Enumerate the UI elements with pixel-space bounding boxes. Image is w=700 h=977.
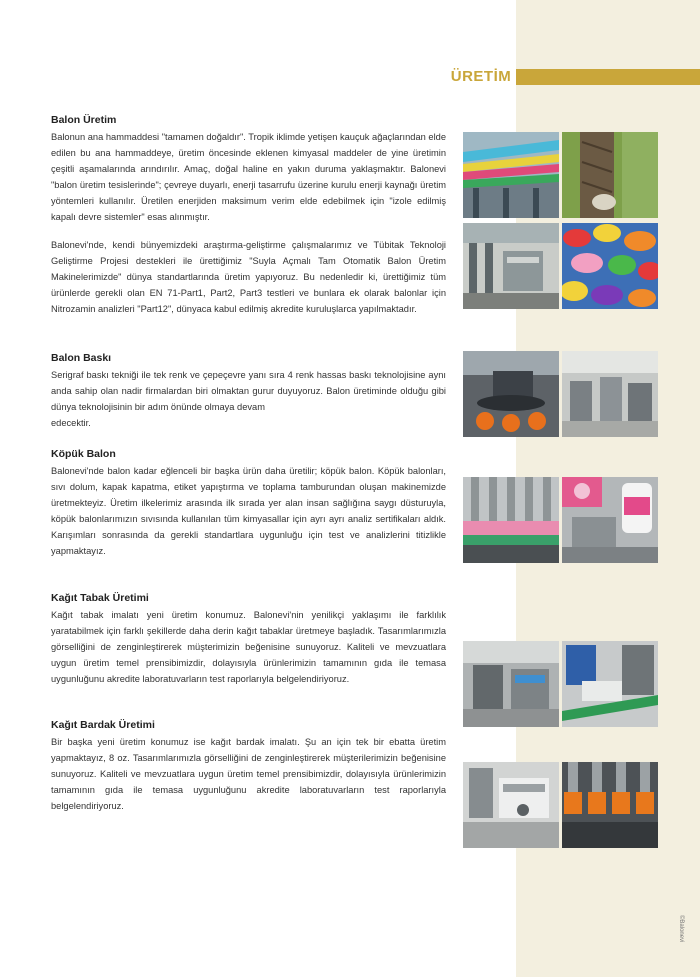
factory-balloon-line-photo (463, 132, 559, 218)
balloon-printing-machine-photo (463, 351, 559, 437)
paragraph: edecektir. (51, 418, 91, 428)
factory-machine-photo (463, 223, 559, 309)
section-balon-uretim (51, 114, 446, 317)
section-title: Balon Üretim (51, 114, 117, 126)
factory-hall-photo (562, 351, 658, 437)
header-bar (516, 69, 700, 85)
section-kopuk-balon (51, 448, 446, 559)
section-title: Kağıt Tabak Üretimi (51, 592, 149, 604)
paragraph: Balonevi'nde, kendi bünyemizdeki araştırma-geliştirme çalışmalarımız ve Tübitak Teknoloji Geliştirme Projesi destekleri ile ürettiğimiz "Suyla Açmalı Tam Otomatik Balon Üretim Makinelerimizde" dünya standartlarında üretim yapıyoruz. Bu nedenledir ki, ürettiğimiz tüm ürünlerde gerekli olan EN 71-Part1, Part2, Part3 testleri ve bunlara ek olarak balonlar için Nitrozamin analizleri "Part12", dünyaca kabul edilmiş akredite kuruluşlarca yapılmaktadır. (51, 240, 446, 314)
watermark: ©Balonevi (678, 915, 684, 943)
paper-plate-conveyor-photo (562, 641, 658, 727)
paragraph: Bir başka yeni üretim konumuz ise kağıt bardak imalatı. Şu an için tek bir ebatta üretim yapmaktayız, 8 oz. Tasarımlarımızla görselliğini de zenginleştirerek müşterilerimizin beğenisine sunuyoruz. Kaliteli ve mevzuatlara uygun üretim temel prensibimizdir, dolayısıyla ürünlerimizin tamamının gıda ile temasa uygunluğunu akredite laboratuvarların test raporlarıyla belgelendiriyoruz. (51, 737, 446, 811)
section-kagit-bardak (51, 719, 446, 814)
paragraph: Serigraf baskı tekniği ile tek renk ve çepeçevre yanı sıra 4 renk hassas baskı teknolojisine aynı anda sahip olan nadir firmalardan biri olmaktan gurur duyuyoruz. Balon üretiminde olduğu gibi dünya teknolojisinin bir adım önünde olmaya devam (51, 370, 446, 412)
paper-cup-machine-photo (463, 762, 559, 848)
paragraph: Kağıt tabak imalatı yeni üretim konumuz. Balonevi'nin yenilikçi yaklaşımı ile farklılık yaratabilmek için farklı şekillerde daha derin kağıt tabaklar üretmeye başladık. Tasarımlarımızla görselliğini de zenginleştirerek müşterimizin beğenisine sunuyoruz. Kaliteli ve mevzuatlara uygun üretim temel prensibimizdir, dolayısıyla ürünlerimizin tamamının gıda ile temasa uygunluğunu akredite laboratuvarların test raporlarıyla belgelendiriyoruz. (51, 610, 446, 684)
paper-plate-machine-photo (463, 641, 559, 727)
section-title: Balon Baskı (51, 352, 112, 364)
section-title: Köpük Balon (51, 448, 116, 460)
paper-cup-forming-photo (562, 762, 658, 848)
colorful-balloons-photo (562, 223, 658, 309)
paragraph: Balonun ana hammaddesi "tamamen doğaldır". Tropik iklimde yetişen kauçuk ağaçlarından elde edilen bu ana hammaddeye, üretim öncesinde eklenen kimyasal maddeler de yine üretimin çeşitli aşamalarında arındırılır. Amaç, doğal haline en yakın duruma yaklaşmaktır. Balonevi "balon üretim tesislerinde"; çevreye duyarlı, enerji tasarrufu üzerine kurulu enerji kaynağı üretim yöntemleri kullanılır. Üretilen enerjiden maksimum verim elde edebilmek için "izole edilmiş kapalı devre sistemler" esas alınmıştır. (51, 132, 446, 222)
foam-balloon-labeling-photo (562, 477, 658, 563)
foam-balloon-filling-photo (463, 477, 559, 563)
section-kagit-tabak (51, 592, 446, 687)
paragraph: Balonevi'nde balon kadar eğlenceli bir başka ürün daha üretilir; köpük balon. Köpük balonları, sıvı dolum, kapak kapatma, etiket yapıştırma ve toplama tamburundan oluşan makinemizde üretmekteyiz. Üretim ilkelerimiz arasında ilk sırada yer alan insan sağlığına saygı düsturuyla, köpük balonlarımızın sıvısında kullanılan tüm kimyasallar için ayrı ayrı analiz sertifikaları aldık. Karışımları sonrasında da gerekli standartlara uygunluğu için test ve analizlerini titizlikle yapmaktayız. (51, 466, 446, 556)
section-balon-baski (51, 352, 446, 431)
page-title: ÜRETİM (446, 66, 516, 88)
rubber-tree-photo (562, 132, 658, 218)
section-title: Kağıt Bardak Üretimi (51, 719, 155, 731)
